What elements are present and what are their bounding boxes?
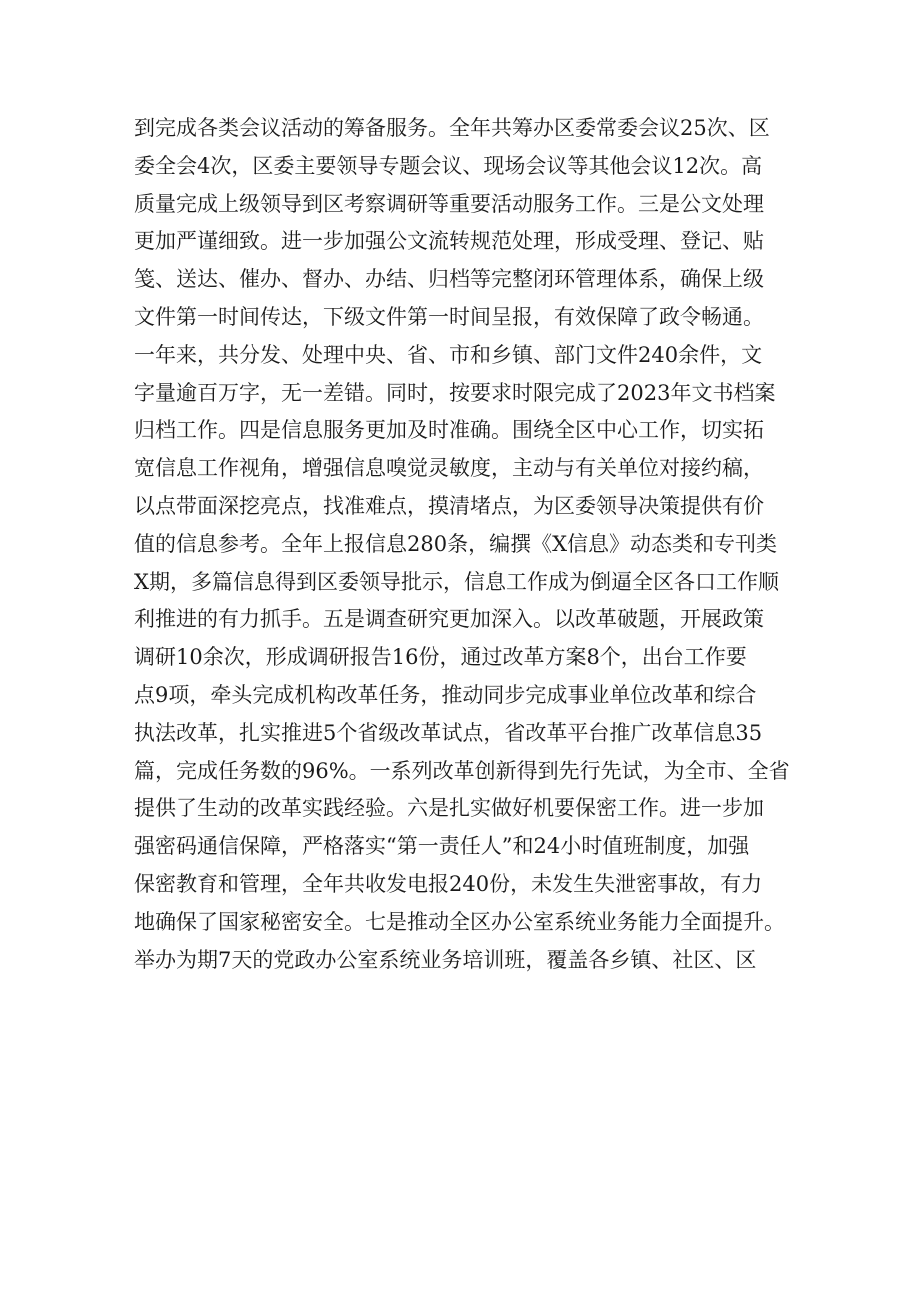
text-line: 提供了生动的改革实践经验。六是扎实做好机要保密工作。进一步加	[134, 796, 764, 821]
text-line: 更加严谨细致。进一步加强公文流转规范处理，形成受理、登记、贴	[134, 229, 764, 254]
text-line: 调研10余次，形成调研报告16份，通过改革方案8个，出台工作要	[134, 645, 747, 670]
text-line: 一年来，共分发、处理中央、省、市和乡镇、部门文件240余件，文	[134, 342, 763, 367]
body-paragraph	[134, 110, 814, 979]
text-line: 宽信息工作视角，增强信息嗅觉灵敏度，主动与有关单位对接约稿，	[134, 456, 764, 481]
text-line: 归档工作。四是信息服务更加及时准确。围绕全区中心工作，切实拓	[134, 418, 764, 443]
text-line: 保密教育和管理，全年共收发电报240份，未发生失泄密事故，有力	[134, 871, 763, 896]
text-line: 举办为期7天的党政办公室系统业务培训班，覆盖各乡镇、社区、区	[134, 947, 757, 972]
text-line: 强密码通信保障，严格落实“第一责任人”和24小时值班制度，加强	[134, 834, 750, 859]
text-line: 以点带面深挖亮点，找准难点，摸清堵点，为区委领导决策提供有价	[134, 493, 764, 518]
text-line: 利推进的有力抓手。五是调查研究更加深入。以改革破题，开展政策	[134, 607, 764, 632]
text-line: X期，多篇信息得到区委领导批示，信息工作成为倒逼全区各口工作顺	[134, 569, 779, 594]
text-line: 到完成各类会议活动的筹备服务。全年共筹办区委常委会议25次、区	[134, 116, 770, 140]
text-line: 委全会4次，区委主要领导专题会议、现场会议等其他会议12次。高	[134, 153, 763, 178]
text-line: 值的信息参考。全年上报信息280条，编撰《X信息》动态类和专刊类	[134, 531, 778, 556]
text-line: 点9项，牵头完成机构改革任务，推动同步完成事业单位改革和综合	[134, 682, 757, 707]
text-line: 篇，完成任务数的96%。一系列改革创新得到先行先试，为全市、全省	[134, 758, 790, 783]
text-line: 字量逾百万字，无一差错。同时，按要求时限完成了2023年文书档案	[134, 380, 776, 405]
text-line: 质量完成上级领导到区考察调研等重要活动服务工作。三是公文处理	[134, 191, 764, 216]
text-line: 执法改革，扎实推进5个省级改革试点，省改革平台推广改革信息35	[134, 720, 763, 745]
text-line: 笺、送达、催办、督办、办结、归档等完整闭环管理体系，确保上级	[134, 267, 764, 292]
text-line: 文件第一时间传达，下级文件第一时间呈报，有效保障了政令畅通。	[134, 304, 764, 329]
text-line: 地确保了国家秘密安全。七是推动全区办公室系统业务能力全面提升。	[134, 909, 785, 934]
